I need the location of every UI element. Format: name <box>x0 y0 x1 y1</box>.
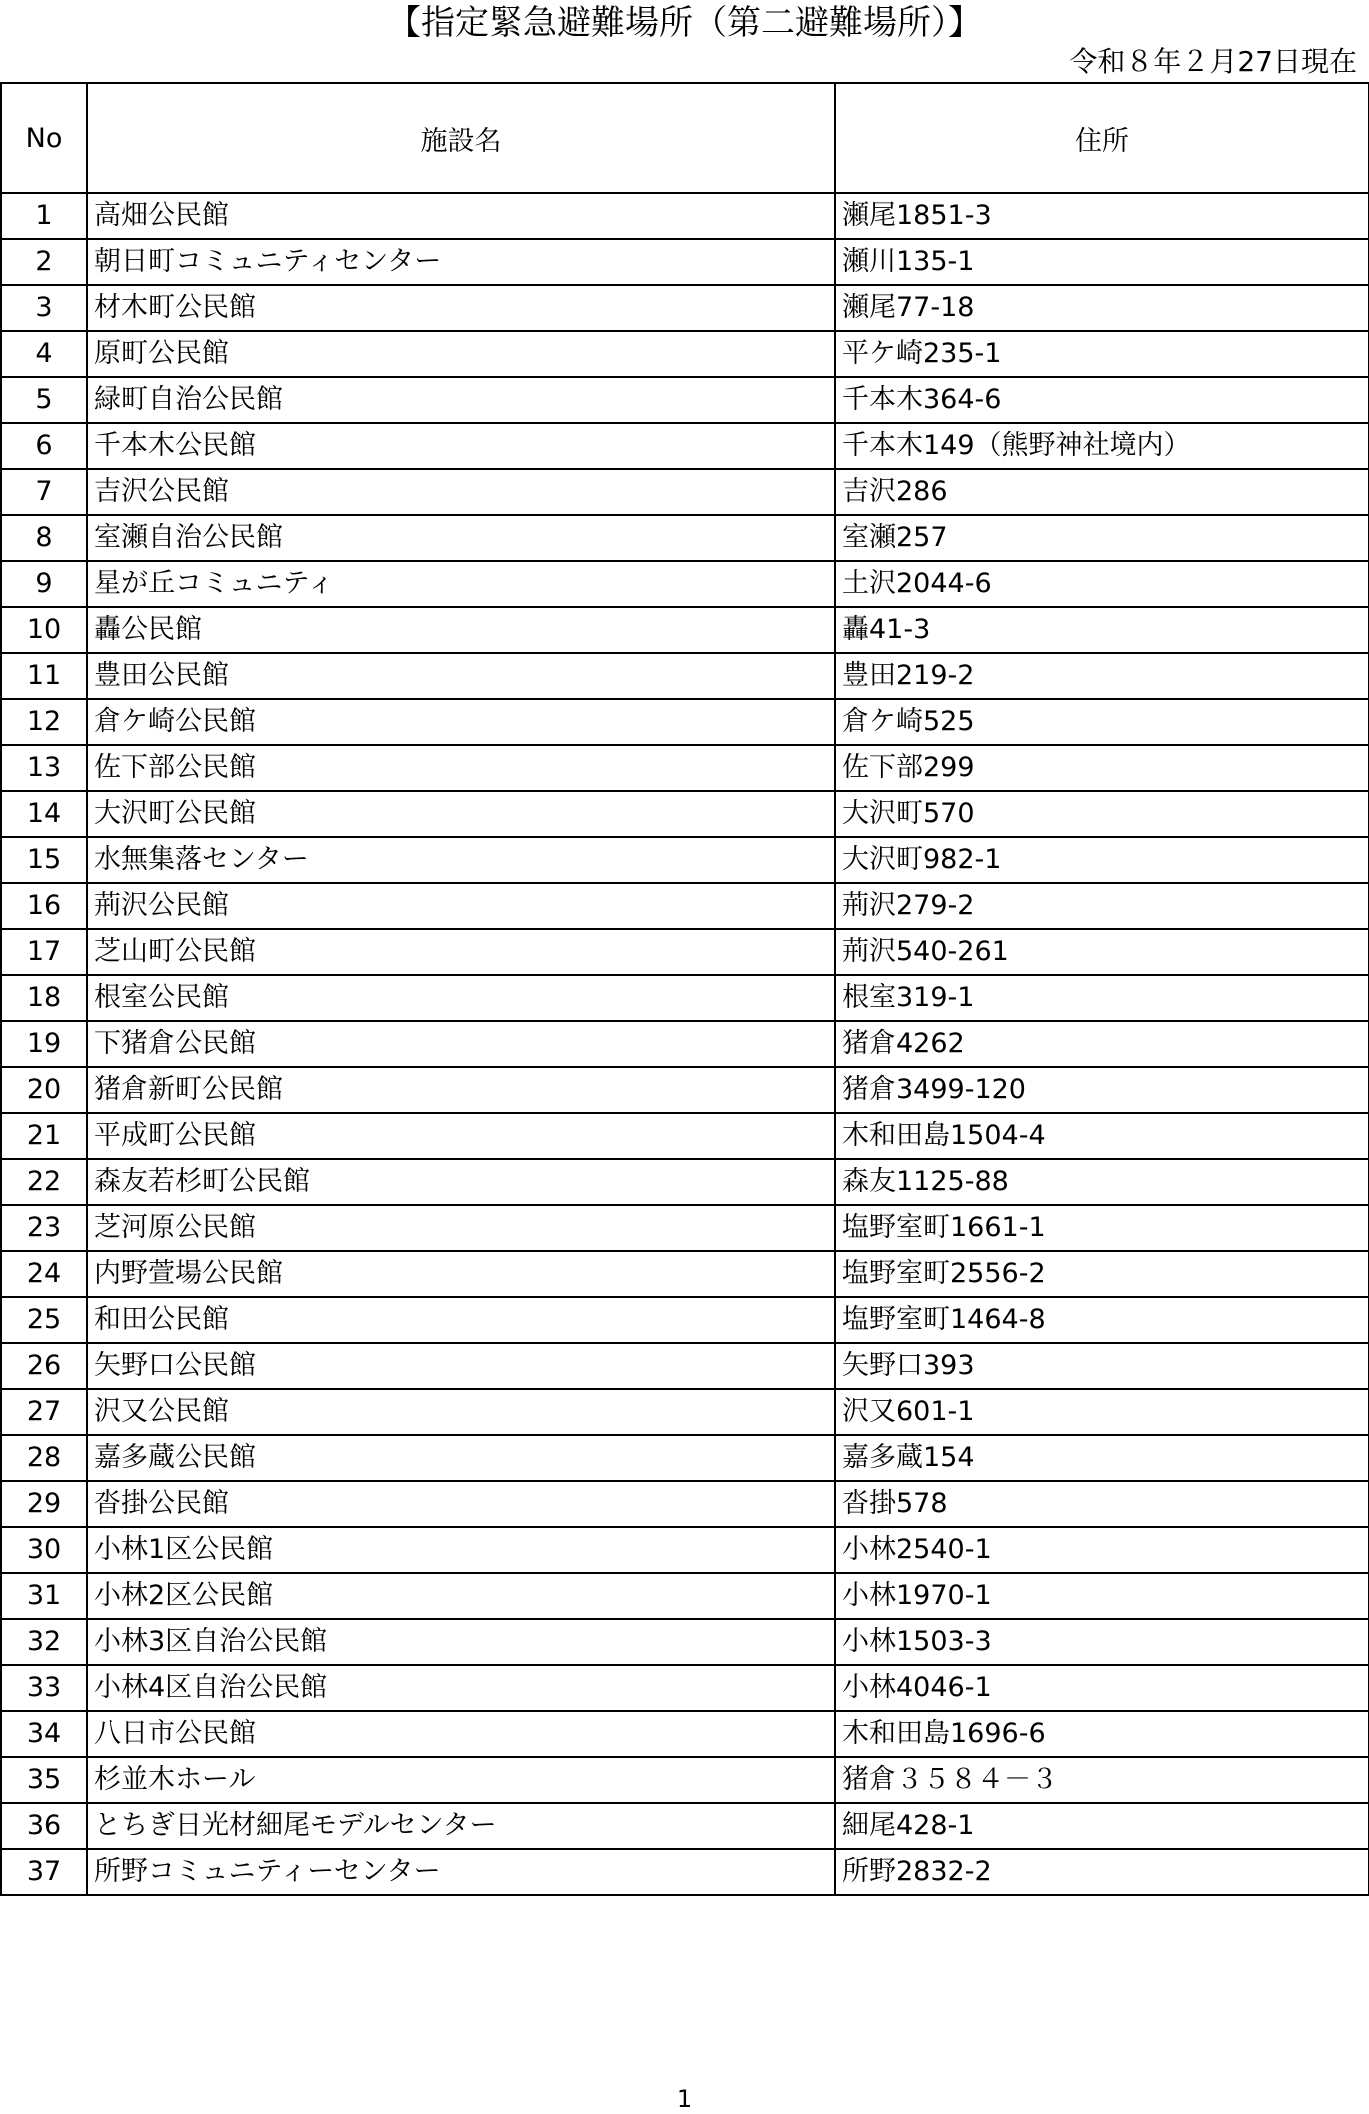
facility-address: 倉ケ崎525 <box>835 699 1369 745</box>
facility-name: 吉沢公民館 <box>87 469 835 515</box>
facility-name: 矢野口公民館 <box>87 1343 835 1389</box>
facility-name: 豊田公民館 <box>87 653 835 699</box>
facility-address: 土沢2044-6 <box>835 561 1369 607</box>
table-row <box>1 1021 1369 1067</box>
row-number: 36 <box>1 1803 87 1849</box>
facility-address: 大沢町982-1 <box>835 837 1369 883</box>
facility-name: 高畑公民館 <box>87 193 835 239</box>
facility-name: 平成町公民館 <box>87 1113 835 1159</box>
table-row <box>1 193 1369 239</box>
row-number: 2 <box>1 239 87 285</box>
facility-address: 猪倉３５８４－３ <box>835 1757 1369 1803</box>
row-number: 7 <box>1 469 87 515</box>
facility-address: 荊沢279-2 <box>835 883 1369 929</box>
facility-address: 猪倉4262 <box>835 1021 1369 1067</box>
facility-name: 小林3区自治公民館 <box>87 1619 835 1665</box>
facility-name: 芝山町公民館 <box>87 929 835 975</box>
header-facility-name: 施設名 <box>87 83 835 193</box>
table-row <box>1 561 1369 607</box>
facility-address: 千本木149（熊野神社境内） <box>835 423 1369 469</box>
facility-name: 小林2区公民館 <box>87 1573 835 1619</box>
row-number: 28 <box>1 1435 87 1481</box>
table-row <box>1 515 1369 561</box>
row-number: 18 <box>1 975 87 1021</box>
table-row <box>1 1481 1369 1527</box>
row-number: 27 <box>1 1389 87 1435</box>
facility-name: 下猪倉公民館 <box>87 1021 835 1067</box>
facility-name: 内野萱場公民館 <box>87 1251 835 1297</box>
row-number: 20 <box>1 1067 87 1113</box>
row-number: 1 <box>1 193 87 239</box>
facility-address: 沢又601-1 <box>835 1389 1369 1435</box>
row-number: 5 <box>1 377 87 423</box>
facility-name: 材木町公民館 <box>87 285 835 331</box>
facility-address: 塩野室町1464-8 <box>835 1297 1369 1343</box>
facility-name: 八日市公民館 <box>87 1711 835 1757</box>
table-header-row <box>1 83 1369 193</box>
facility-name: 原町公民館 <box>87 331 835 377</box>
facility-address: 轟41-3 <box>835 607 1369 653</box>
table-row <box>1 745 1369 791</box>
facility-name: 水無集落センター <box>87 837 835 883</box>
table-row <box>1 791 1369 837</box>
facility-name: 倉ケ崎公民館 <box>87 699 835 745</box>
table-row <box>1 1573 1369 1619</box>
table-row <box>1 653 1369 699</box>
facility-name: 室瀬自治公民館 <box>87 515 835 561</box>
row-number: 24 <box>1 1251 87 1297</box>
table-row <box>1 699 1369 745</box>
row-number: 23 <box>1 1205 87 1251</box>
facility-address: 森友1125-88 <box>835 1159 1369 1205</box>
facility-name: 嘉多蔵公民館 <box>87 1435 835 1481</box>
row-number: 22 <box>1 1159 87 1205</box>
row-number: 6 <box>1 423 87 469</box>
row-number: 37 <box>1 1849 87 1895</box>
row-number: 17 <box>1 929 87 975</box>
facility-name: 小林1区公民館 <box>87 1527 835 1573</box>
facility-address: 木和田島1504-4 <box>835 1113 1369 1159</box>
facility-name: 森友若杉町公民館 <box>87 1159 835 1205</box>
facility-address: 瀬尾77-18 <box>835 285 1369 331</box>
facility-name: 朝日町コミュニティセンター <box>87 239 835 285</box>
facility-name: 佐下部公民館 <box>87 745 835 791</box>
page-number: 1 <box>676 2085 693 2113</box>
table-row <box>1 1527 1369 1573</box>
table-row <box>1 285 1369 331</box>
row-number: 25 <box>1 1297 87 1343</box>
table-row <box>1 1711 1369 1757</box>
table-row <box>1 423 1369 469</box>
facility-address: 矢野口393 <box>835 1343 1369 1389</box>
row-number: 21 <box>1 1113 87 1159</box>
table-row <box>1 1159 1369 1205</box>
facility-address: 塩野室町1661-1 <box>835 1205 1369 1251</box>
facility-address: 小林1970-1 <box>835 1573 1369 1619</box>
facility-name: 小林4区自治公民館 <box>87 1665 835 1711</box>
table-row <box>1 1665 1369 1711</box>
facility-address: 猪倉3499-120 <box>835 1067 1369 1113</box>
row-number: 34 <box>1 1711 87 1757</box>
table-row <box>1 1849 1369 1895</box>
row-number: 32 <box>1 1619 87 1665</box>
facility-name: 星が丘コミュニティ <box>87 561 835 607</box>
table-row <box>1 1435 1369 1481</box>
row-number: 19 <box>1 1021 87 1067</box>
facility-address: 細尾428-1 <box>835 1803 1369 1849</box>
table-row <box>1 1343 1369 1389</box>
facility-name: 荊沢公民館 <box>87 883 835 929</box>
facility-address: 瀬尾1851-3 <box>835 193 1369 239</box>
row-number: 26 <box>1 1343 87 1389</box>
facility-name: 根室公民館 <box>87 975 835 1021</box>
facility-address: 小林4046-1 <box>835 1665 1369 1711</box>
row-number: 11 <box>1 653 87 699</box>
table-row <box>1 607 1369 653</box>
row-number: 10 <box>1 607 87 653</box>
table-row <box>1 1067 1369 1113</box>
facility-address: 小林2540-1 <box>835 1527 1369 1573</box>
table-row <box>1 929 1369 975</box>
header-address: 住所 <box>835 83 1369 193</box>
facility-name: 千本木公民館 <box>87 423 835 469</box>
row-number: 33 <box>1 1665 87 1711</box>
facility-name: 轟公民館 <box>87 607 835 653</box>
row-number: 16 <box>1 883 87 929</box>
facility-name: とちぎ日光材細尾モデルセンター <box>87 1803 835 1849</box>
facility-address: 平ケ崎235-1 <box>835 331 1369 377</box>
facility-address: 沓掛578 <box>835 1481 1369 1527</box>
table-row <box>1 1389 1369 1435</box>
table-row <box>1 1619 1369 1665</box>
row-number: 8 <box>1 515 87 561</box>
facility-name: 芝河原公民館 <box>87 1205 835 1251</box>
row-number: 9 <box>1 561 87 607</box>
facility-name: 大沢町公民館 <box>87 791 835 837</box>
facility-address: 吉沢286 <box>835 469 1369 515</box>
row-number: 30 <box>1 1527 87 1573</box>
facility-address: 根室319-1 <box>835 975 1369 1021</box>
table-row <box>1 377 1369 423</box>
row-number: 13 <box>1 745 87 791</box>
table-row <box>1 1113 1369 1159</box>
table-row <box>1 1251 1369 1297</box>
table-row <box>1 1297 1369 1343</box>
row-number: 35 <box>1 1757 87 1803</box>
facility-address: 荊沢540-261 <box>835 929 1369 975</box>
facility-name: 沢又公民館 <box>87 1389 835 1435</box>
table-row <box>1 469 1369 515</box>
table-row <box>1 883 1369 929</box>
row-number: 29 <box>1 1481 87 1527</box>
facility-address: 木和田島1696-6 <box>835 1711 1369 1757</box>
facility-address: 佐下部299 <box>835 745 1369 791</box>
table-body <box>1 193 1369 1895</box>
facility-address: 千本木364-6 <box>835 377 1369 423</box>
table-header <box>1 83 1369 193</box>
page-title: 【指定緊急避難場所（第二避難場所）】 <box>387 3 982 43</box>
facility-address: 室瀬257 <box>835 515 1369 561</box>
facility-name: 緑町自治公民館 <box>87 377 835 423</box>
header-no: No <box>1 83 87 193</box>
facility-address: 豊田219-2 <box>835 653 1369 699</box>
facility-address: 瀬川135-1 <box>835 239 1369 285</box>
table-row <box>1 331 1369 377</box>
facility-name: 和田公民館 <box>87 1297 835 1343</box>
facility-name: 沓掛公民館 <box>87 1481 835 1527</box>
row-number: 4 <box>1 331 87 377</box>
table-row <box>1 239 1369 285</box>
facility-address: 大沢町570 <box>835 791 1369 837</box>
row-number: 3 <box>1 285 87 331</box>
table-row <box>1 1205 1369 1251</box>
row-number: 15 <box>1 837 87 883</box>
row-number: 31 <box>1 1573 87 1619</box>
row-number: 14 <box>1 791 87 837</box>
facility-address: 所野2832-2 <box>835 1849 1369 1895</box>
row-number: 12 <box>1 699 87 745</box>
evacuation-site-table <box>0 82 1369 1896</box>
facility-address: 嘉多蔵154 <box>835 1435 1369 1481</box>
table-row <box>1 1803 1369 1849</box>
table-row <box>1 975 1369 1021</box>
table-row <box>1 837 1369 883</box>
facility-address: 小林1503-3 <box>835 1619 1369 1665</box>
as-of-date: 令和８年２月27日現在 <box>1069 45 1357 78</box>
facility-name: 所野コミュニティーセンター <box>87 1849 835 1895</box>
table-row <box>1 1757 1369 1803</box>
facility-name: 杉並木ホール <box>87 1757 835 1803</box>
facility-address: 塩野室町2556-2 <box>835 1251 1369 1297</box>
facility-name: 猪倉新町公民館 <box>87 1067 835 1113</box>
